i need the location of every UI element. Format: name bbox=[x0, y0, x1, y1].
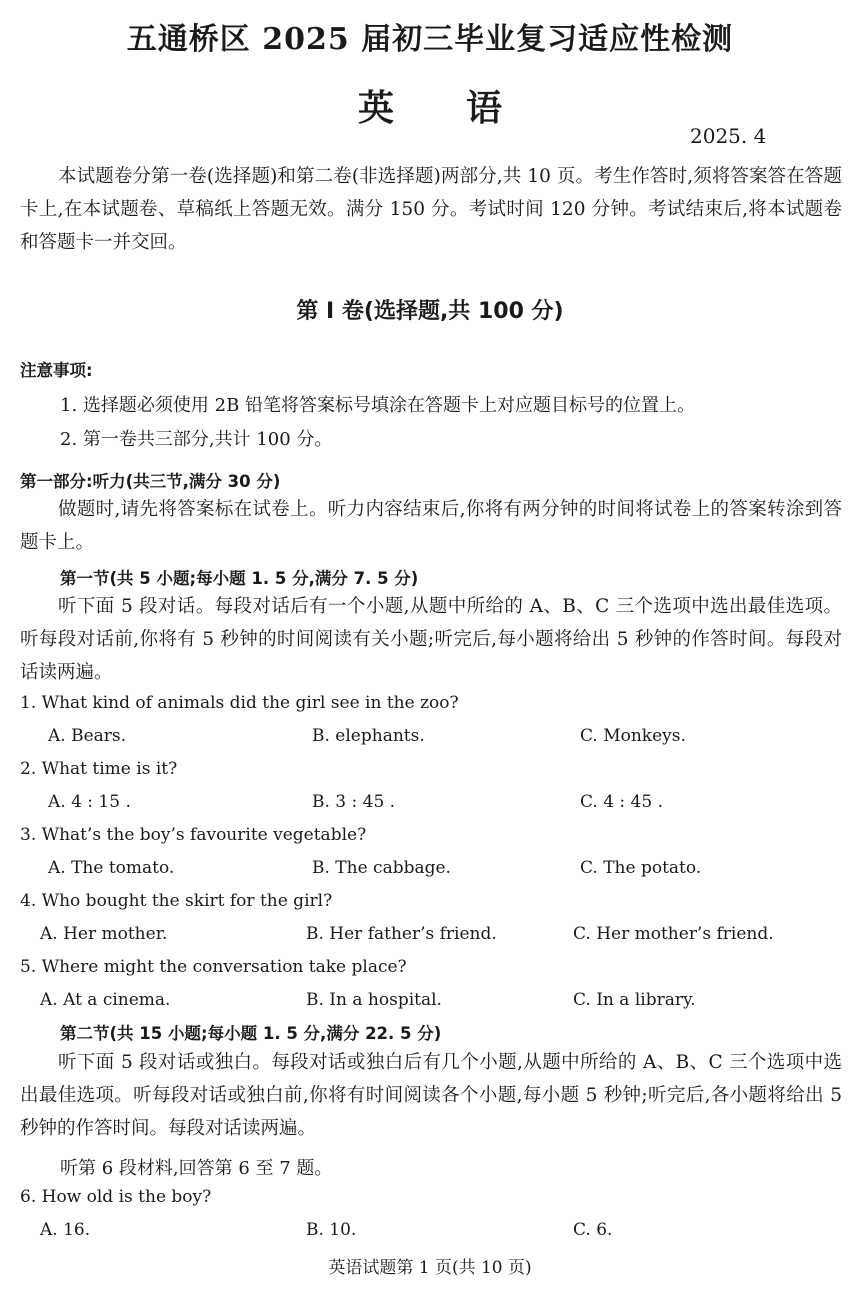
q3-option-c: C. The potato. bbox=[580, 858, 702, 878]
q4-option-a: A. Her mother. bbox=[40, 924, 168, 944]
section1-title: 第一节(共 5 小题;每小题 1. 5 分,满分 7. 5 分) bbox=[60, 569, 419, 588]
page-footer: 英语试题第 1 页(共 10 页) bbox=[328, 1258, 532, 1278]
section2-instruction: 听下面 5 段对话或独白。每段对话或独白后有几个小题,从题中所给的 A、B、C 三个选项中选出最佳选项。听每段对话或独白前,你将有时间阅读各个小题,每小题 5 秒钟;听完后,各小题将给出 5 秒钟的作答时间。每段对话读两遍。 bbox=[20, 1052, 842, 1139]
question-6: 6. How old is the boy? bbox=[20, 1187, 212, 1207]
q1-option-a: A. Bears. bbox=[48, 726, 127, 746]
question-5: 5. Where might the conversation take place? bbox=[20, 957, 407, 977]
notice-label: 注意事项: bbox=[20, 361, 93, 380]
q5-option-b: B. In a hospital. bbox=[306, 990, 442, 1010]
q3-option-b: B. The cabbage. bbox=[312, 858, 451, 878]
q1-option-c: C. Monkeys. bbox=[580, 726, 686, 746]
q6-option-b: B. 10. bbox=[306, 1220, 357, 1240]
q3-option-a: A. The tomato. bbox=[48, 858, 175, 878]
q2-option-b: B. 3 : 45 . bbox=[312, 792, 396, 812]
q5-option-a: A. At a cinema. bbox=[40, 990, 171, 1010]
subject-char-2: 语 bbox=[466, 87, 503, 129]
question-2: 2. What time is it? bbox=[20, 759, 178, 779]
question-1: 1. What kind of animals did the girl see in the zoo? bbox=[20, 693, 459, 713]
q2-option-c: C. 4 : 45 . bbox=[580, 792, 663, 812]
volume-title: 第 Ⅰ 卷(选择题,共 100 分) bbox=[296, 299, 564, 324]
subject-char-1: 英 bbox=[357, 87, 394, 129]
material-note: 听第 6 段材料,回答第 6 至 7 题。 bbox=[60, 1158, 333, 1179]
section2-title: 第二节(共 15 小题;每小题 1. 5 分,满分 22. 5 分) bbox=[60, 1024, 442, 1043]
q6-option-c: C. 6. bbox=[573, 1220, 613, 1240]
q5-option-c: C. In a library. bbox=[573, 990, 696, 1010]
notice-item-2: 2. 第一卷共三部分,共计 100 分。 bbox=[60, 429, 333, 450]
exam-title: 五通桥区 2025 届初三毕业复习适应性检测 bbox=[126, 22, 734, 57]
q2-option-a: A. 4 : 15 . bbox=[48, 792, 131, 812]
intro-paragraph: 本试题卷分第一卷(选择题)和第二卷(非选择题)两部分,共 10 页。考生作答时,须将答案答在答题卡上,在本试题卷、草稿纸上答题无效。满分 150 分。考试时间 120 分钟。考试结束后,将本试题卷和答题卡一并交回。 bbox=[20, 166, 842, 253]
question-4: 4. Who bought the skirt for the girl? bbox=[20, 891, 333, 911]
q1-option-b: B. elephants. bbox=[312, 726, 425, 746]
notice-item-1: 1. 选择题必须使用 2B 铅笔将答案标号填涂在答题卡上对应题目标号的位置上。 bbox=[60, 395, 696, 416]
part1-instruction: 做题时,请先将答案标在试卷上。听力内容结束后,你将有两分钟的时间将试卷上的答案转涂到答题卡上。 bbox=[20, 499, 842, 553]
section1-instruction: 听下面 5 段对话。每段对话后有一个小题,从题中所给的 A、B、C 三个选项中选出最佳选项。听每段对话前,你将有 5 秒钟的时间阅读有关小题;听完后,每小题将给出 5 秒钟的作答时间。每段对话读两遍。 bbox=[20, 596, 842, 683]
part1-title: 第一部分:听力(共三节,满分 30 分) bbox=[20, 472, 281, 491]
question-3: 3. What’s the boy’s favourite vegetable? bbox=[20, 825, 367, 845]
q6-option-a: A. 16. bbox=[40, 1220, 91, 1240]
q4-option-c: C. Her mother’s friend. bbox=[573, 924, 774, 944]
exam-date: 2025. 4 bbox=[690, 124, 767, 148]
q4-option-b: B. Her father’s friend. bbox=[306, 924, 497, 944]
